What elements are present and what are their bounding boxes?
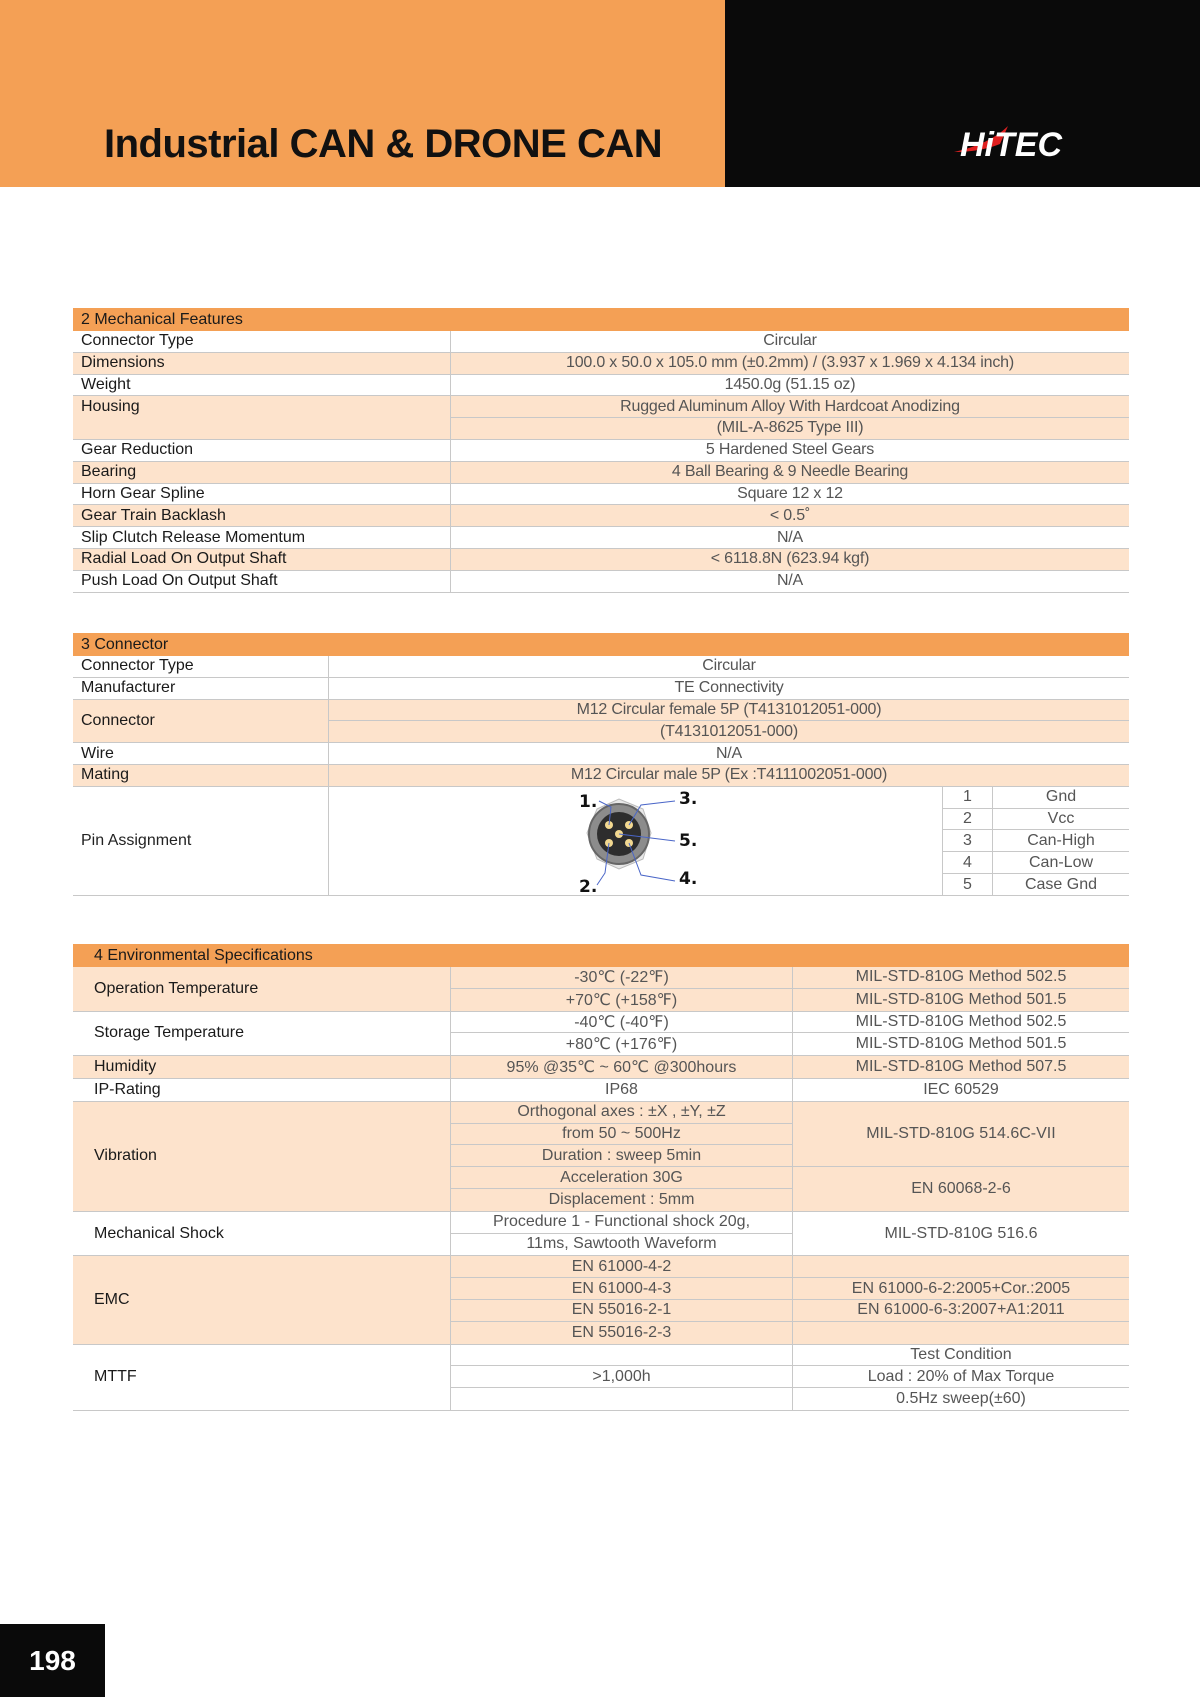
row-value: EN 55016-2-1 bbox=[571, 1301, 672, 1319]
row-value: IP68 bbox=[605, 1080, 638, 1098]
row-value: 11ms, Sawtooth Waveform bbox=[526, 1235, 717, 1253]
table-row bbox=[73, 765, 1129, 787]
connector-table bbox=[73, 633, 1129, 896]
ip-rating-group bbox=[73, 1079, 1129, 1102]
row-standard: IEC 60529 bbox=[792, 1079, 1129, 1101]
table-row bbox=[73, 396, 1129, 440]
row-label: Pin Assignment bbox=[81, 831, 192, 849]
mttf-group bbox=[73, 1345, 1129, 1411]
row-label: Connector bbox=[81, 711, 155, 729]
row-label: Vibration bbox=[94, 1147, 157, 1165]
row-value: N/A bbox=[450, 527, 1129, 548]
pin-callout: 3. bbox=[679, 788, 698, 809]
row-standard: EN 60068-2-6 bbox=[911, 1179, 1011, 1197]
row-value: from 50 ~ 500Hz bbox=[562, 1124, 681, 1142]
pin-signal: Can-High bbox=[992, 830, 1129, 851]
row-value: 95% @35℃ ~ 60℃ @300hours bbox=[506, 1059, 737, 1077]
row-label: Weight bbox=[81, 375, 131, 393]
row-label: Radial Load On Output Shaft bbox=[81, 550, 287, 568]
row-value: Orthogonal axes : ±X , ±Y, ±Z bbox=[517, 1103, 726, 1121]
pin-signal: Case Gnd bbox=[992, 874, 1129, 896]
mechanical-shock-group bbox=[73, 1212, 1129, 1257]
environmental-specs-table bbox=[73, 944, 1129, 1411]
mechanical-features-table bbox=[73, 308, 1129, 593]
row-value: TE Connectivity bbox=[328, 678, 1129, 699]
section-header bbox=[73, 633, 1129, 656]
section-title: 3 Connector bbox=[81, 635, 169, 653]
table-row bbox=[73, 505, 1129, 527]
row-value: Duration : sweep 5min bbox=[541, 1146, 702, 1164]
logo-text: HiTEC bbox=[960, 126, 1062, 164]
emc-group bbox=[73, 1256, 1129, 1344]
row-value: +80℃ (+176℉) bbox=[565, 1036, 678, 1054]
row-value: EN 55016-2-3 bbox=[571, 1323, 672, 1341]
row-value: 1450.0g (51.15 oz) bbox=[450, 375, 1129, 396]
row-value: < 6118.8N (623.94 kgf) bbox=[450, 549, 1129, 570]
row-standard: MIL-STD-810G 514.6C-VII bbox=[793, 1102, 1129, 1167]
row-value-2: (T4131012051-000) bbox=[659, 722, 799, 740]
pin-callout: 2. bbox=[579, 876, 598, 896]
table-row bbox=[73, 678, 1129, 700]
row-label: Storage Temperature bbox=[94, 1024, 245, 1042]
hitec-logo bbox=[950, 118, 1110, 168]
operation-temperature-group bbox=[73, 967, 1129, 1012]
pin-number: 1 bbox=[963, 788, 972, 806]
pin-callout: 1. bbox=[579, 791, 598, 812]
row-standard: Load : 20% of Max Torque bbox=[792, 1366, 1129, 1387]
pin-number: 4 bbox=[963, 853, 972, 871]
row-value: -40℃ (-40℉) bbox=[574, 1013, 669, 1031]
hitec-logo-icon bbox=[950, 118, 1110, 168]
table-row bbox=[73, 462, 1129, 484]
row-label: Housing bbox=[81, 398, 140, 416]
table-row bbox=[73, 743, 1129, 765]
row-value: 100.0 x 50.0 x 105.0 mm (±0.2mm) / (3.937 x 1.969 x 4.134 inch) bbox=[450, 353, 1129, 374]
row-standard: MIL-STD-810G Method 502.5 bbox=[792, 967, 1129, 988]
pin-row bbox=[943, 874, 1129, 896]
row-value: Circular bbox=[450, 331, 1129, 352]
row-label: Gear Reduction bbox=[81, 441, 194, 459]
table-row bbox=[73, 331, 1129, 353]
humidity-group bbox=[73, 1056, 1129, 1079]
pin-number: 3 bbox=[963, 831, 972, 849]
section-header bbox=[73, 308, 1129, 331]
table-row bbox=[73, 527, 1129, 549]
row-label: Operation Temperature bbox=[94, 979, 259, 997]
m12-connector-icon bbox=[329, 787, 943, 896]
row-value: Circular bbox=[328, 656, 1129, 677]
row-standard: MIL-STD-810G Method 502.5 bbox=[792, 1012, 1129, 1033]
row-label: Gear Train Backlash bbox=[81, 506, 226, 524]
row-value: 5 Hardened Steel Gears bbox=[450, 440, 1129, 461]
row-value: 4 Ball Bearing & 9 Needle Bearing bbox=[450, 462, 1129, 483]
row-value: N/A bbox=[450, 571, 1129, 592]
table-row bbox=[73, 375, 1129, 397]
row-label: EMC bbox=[94, 1290, 130, 1308]
row-standard: EN 61000-6-2:2005+Cor.:2005 bbox=[792, 1278, 1129, 1299]
row-label: Connector Type bbox=[81, 657, 194, 675]
pin-signal: Vcc bbox=[992, 809, 1129, 830]
row-label: Humidity bbox=[94, 1058, 157, 1076]
table-row bbox=[73, 571, 1129, 593]
row-value-2: (MIL-A-8625 Type III) bbox=[716, 419, 864, 437]
page-title: Industrial CAN & DRONE CAN bbox=[104, 122, 663, 166]
row-value: M12 Circular female 5P (T4131012051-000) bbox=[329, 700, 1129, 721]
row-value: Procedure 1 - Functional shock 20g, bbox=[492, 1213, 751, 1231]
table-row bbox=[73, 700, 1129, 744]
row-standard: 0.5Hz sweep(±60) bbox=[792, 1388, 1129, 1410]
pin-signal: Can-Low bbox=[992, 852, 1129, 873]
row-value: M12 Circular male 5P (Ex :T4111002051-000) bbox=[328, 765, 1129, 786]
section-title: 2 Mechanical Features bbox=[81, 310, 243, 328]
row-label: Mating bbox=[81, 766, 130, 784]
storage-temperature-group bbox=[73, 1012, 1129, 1057]
row-standard: EN 61000-6-3:2007+A1:2011 bbox=[792, 1300, 1129, 1321]
row-value: >1,000h bbox=[592, 1367, 651, 1385]
row-value: -30℃ (-22℉) bbox=[574, 969, 669, 987]
connector-pin-diagram bbox=[328, 787, 942, 895]
row-value: Square 12 x 12 bbox=[450, 484, 1129, 505]
row-standard: Test Condition bbox=[792, 1345, 1129, 1366]
table-row bbox=[73, 549, 1129, 571]
row-value: < 0.5˚ bbox=[450, 505, 1129, 526]
row-value: +70℃ (+158℉) bbox=[565, 991, 678, 1009]
row-label: Bearing bbox=[81, 463, 137, 481]
row-value: EN 61000-4-2 bbox=[571, 1257, 672, 1275]
row-label: Push Load On Output Shaft bbox=[81, 572, 278, 590]
section-header bbox=[73, 944, 1129, 967]
row-value: N/A bbox=[328, 743, 1129, 764]
pin-row bbox=[943, 830, 1129, 852]
row-standard: MIL-STD-810G Method 501.5 bbox=[792, 1033, 1129, 1055]
row-label: Wire bbox=[81, 744, 114, 762]
page-number: 198 bbox=[0, 1624, 105, 1697]
section-title: 4 Environmental Specifications bbox=[94, 946, 313, 964]
row-label: IP-Rating bbox=[94, 1080, 161, 1098]
row-value: Displacement : 5mm bbox=[548, 1190, 695, 1208]
pin-callout: 5. bbox=[679, 830, 698, 851]
row-label: Manufacturer bbox=[81, 679, 176, 697]
pin-row bbox=[943, 787, 1129, 809]
pin-row bbox=[943, 852, 1129, 874]
row-standard: MIL-STD-810G Method 501.5 bbox=[792, 989, 1129, 1011]
row-label: Mechanical Shock bbox=[94, 1224, 224, 1242]
table-row bbox=[73, 353, 1129, 375]
row-label: Slip Clutch Release Momentum bbox=[81, 528, 306, 546]
pin-callout: 4. bbox=[679, 868, 698, 889]
row-value: EN 61000-4-3 bbox=[571, 1279, 672, 1297]
vibration-group bbox=[73, 1102, 1129, 1212]
row-standard: MIL-STD-810G Method 507.5 bbox=[792, 1056, 1129, 1078]
row-value: Rugged Aluminum Alloy With Hardcoat Anodizing bbox=[451, 396, 1129, 417]
pin-signal: Gnd bbox=[992, 787, 1129, 808]
pin-assignment-row bbox=[73, 787, 1129, 896]
row-label: Connector Type bbox=[81, 332, 194, 350]
row-standard: MIL-STD-810G 516.6 bbox=[792, 1212, 1129, 1256]
row-value: Acceleration 30G bbox=[560, 1168, 683, 1186]
table-row bbox=[73, 484, 1129, 506]
pin-number: 5 bbox=[963, 875, 972, 893]
table-row bbox=[73, 656, 1129, 678]
table-row bbox=[73, 440, 1129, 462]
pin-number: 2 bbox=[963, 809, 972, 827]
row-label: Horn Gear Spline bbox=[81, 484, 205, 502]
row-label: MTTF bbox=[94, 1368, 137, 1386]
pin-table bbox=[942, 787, 1129, 895]
row-label: Dimensions bbox=[81, 354, 165, 372]
pin-row bbox=[943, 809, 1129, 831]
